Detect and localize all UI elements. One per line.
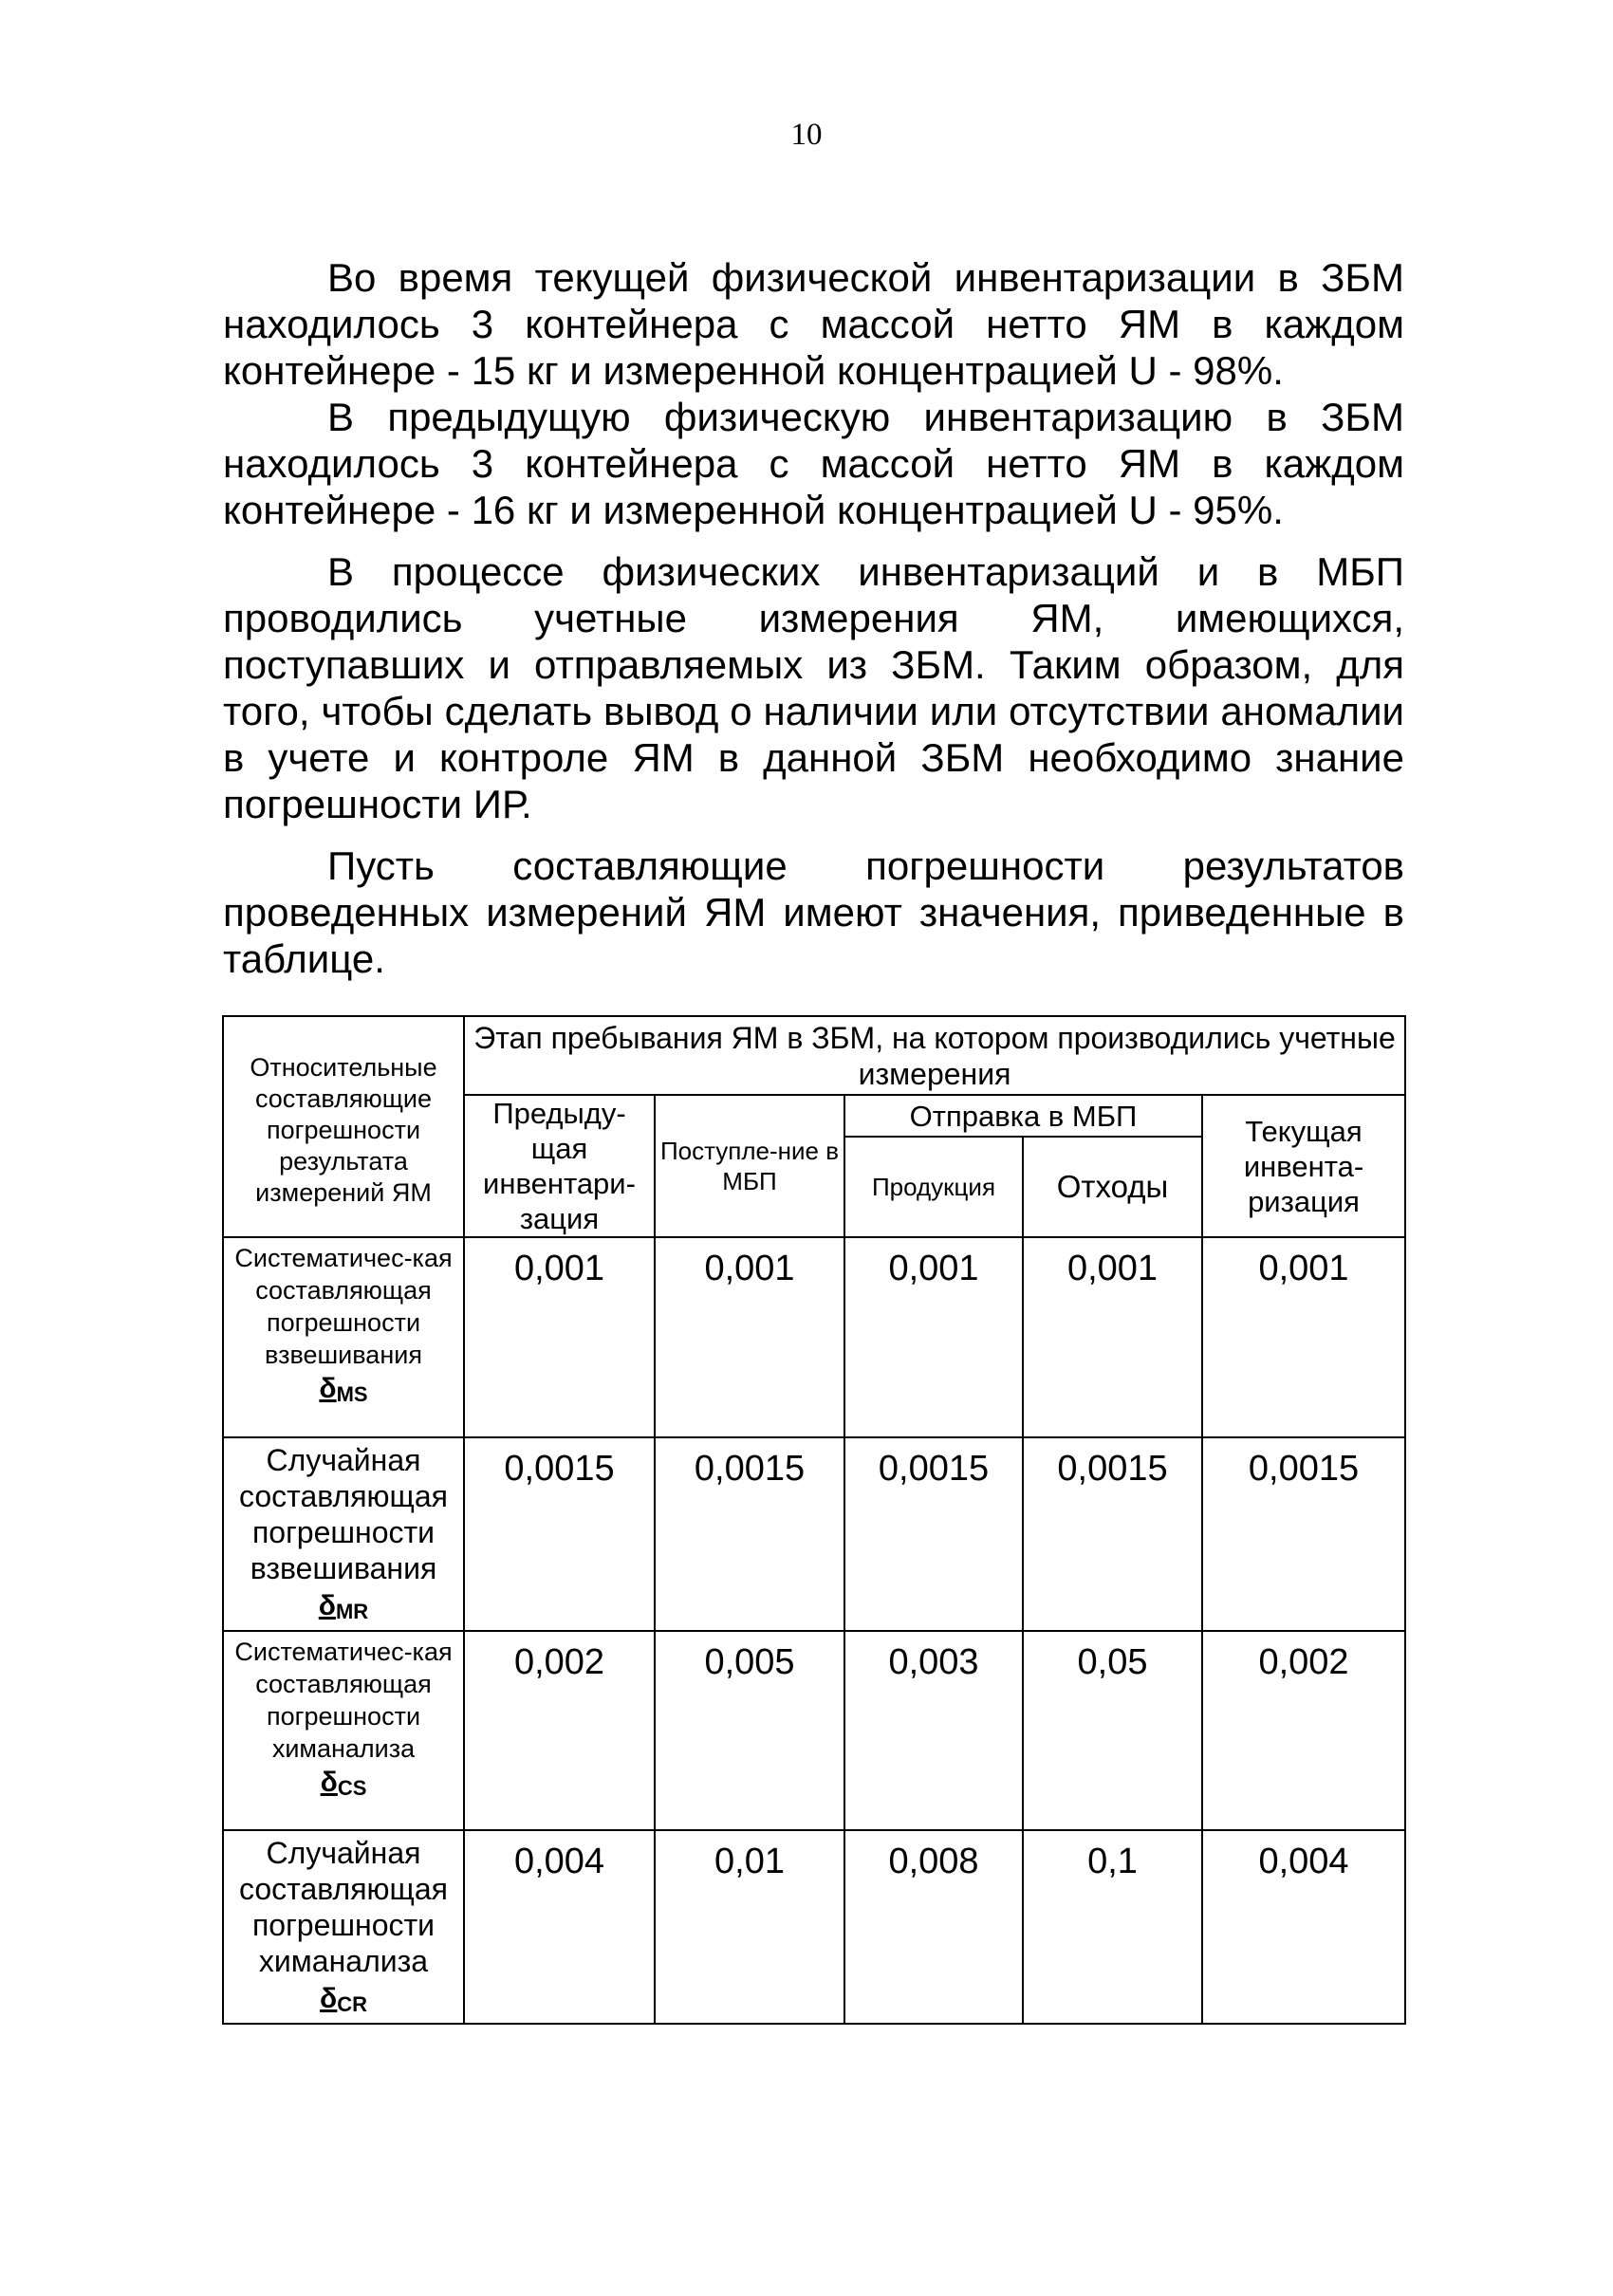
table-cell: 0,002 bbox=[1202, 1631, 1405, 1830]
table-cell: 0,01 bbox=[655, 1830, 844, 2024]
paragraph-previous-inventory: В предыдущую физическую инвентаризацию в ЗБМ находилось 3 контейнера с массой нетто ЯМ в каждом контейнере - 16 кг и измеренной концентрацией U - 95%. bbox=[223, 395, 1404, 532]
row-label-text: Случайная составляющая погрешности взвешивания bbox=[239, 1443, 448, 1585]
paragraph-table-intro: Пусть составляющие погрешности результатов проведенных измерений ЯМ имеют значения, приведенные в таблице. bbox=[223, 843, 1404, 981]
table-cell: 0,004 bbox=[464, 1830, 655, 2024]
table-cell: 0,0015 bbox=[1023, 1437, 1202, 1631]
row-label-text: Случайная составляющая погрешности химанализа bbox=[239, 1836, 448, 1978]
table-row bbox=[223, 1437, 1405, 1631]
stage-header: Этап пребывания ЯМ в ЗБМ, на котором производились учетные измерения bbox=[464, 1016, 1405, 1095]
col-header-current-inventory: Текущая инвента-ризация bbox=[1202, 1095, 1405, 1237]
row-label bbox=[223, 1437, 464, 1631]
error-components-table bbox=[222, 1015, 1406, 2025]
row-symbol: $\delta_{MS}$ bbox=[319, 1373, 368, 1406]
row-label-text: Систематичес-кая составляющая погрешности взвешивания bbox=[234, 1244, 453, 1369]
table-cell: 0,05 bbox=[1023, 1631, 1202, 1830]
col-header-waste: Отходы bbox=[1023, 1137, 1202, 1237]
corner-header: Относительные составляющие погрешности результата измерений ЯМ bbox=[223, 1016, 464, 1237]
table-cell: 0,005 bbox=[655, 1631, 844, 1830]
table-row bbox=[223, 1631, 1405, 1830]
table-cell: 0,1 bbox=[1023, 1830, 1202, 2024]
page-number: 10 bbox=[790, 118, 823, 152]
table-cell: 0,001 bbox=[1023, 1237, 1202, 1437]
table-cell: 0,001 bbox=[1202, 1237, 1405, 1437]
table-cell: 0,008 bbox=[844, 1830, 1023, 2024]
row-label bbox=[223, 1830, 464, 2024]
col-header-receipt: Поступле-ние в МБП bbox=[655, 1095, 844, 1237]
table-cell: 0,001 bbox=[464, 1237, 655, 1437]
col-header-shipment: Отправка в МБП bbox=[844, 1095, 1202, 1137]
row-symbol: $\delta_{CS}$ bbox=[320, 1767, 367, 1800]
table-cell: 0,0015 bbox=[655, 1437, 844, 1631]
table-cell: 0,0015 bbox=[464, 1437, 655, 1631]
row-symbol: $\delta_{CR}$ bbox=[320, 1983, 367, 2016]
table-cell: 0,001 bbox=[655, 1237, 844, 1437]
col-header-products: Продукция bbox=[844, 1137, 1023, 1237]
body-text bbox=[223, 254, 1404, 982]
row-label bbox=[223, 1237, 464, 1437]
table-cell: 0,002 bbox=[464, 1631, 655, 1830]
row-label-text: Систематичес-кая составляющая погрешности химанализа bbox=[234, 1638, 453, 1763]
row-symbol: $\delta_{MR}$ bbox=[318, 1590, 369, 1623]
table-cell: 0,004 bbox=[1202, 1830, 1405, 2024]
table-row bbox=[223, 1237, 1405, 1437]
table-cell: 0,003 bbox=[844, 1631, 1023, 1830]
col-header-previous-inventory: Предыду-щая инвентари-зация bbox=[464, 1095, 655, 1237]
paragraph-current-inventory: Во время текущей физической инвентаризации в ЗБМ находилось 3 контейнера с массой нетто ЯМ в каждом контейнере - 15 кг и измеренной концентрацией U - 98%. bbox=[223, 255, 1404, 393]
table-cell: 0,001 bbox=[844, 1237, 1023, 1437]
table-cell: 0,0015 bbox=[1202, 1437, 1405, 1631]
paragraph-measurements: В процессе физических инвентаризаций и в МБП проводились учетные измерения ЯМ, имеющихся, поступавших и отправляемых из ЗБМ. Таким образом, для того, чтобы сделать вывод о наличии или отсутствии аномалии в учете и контроле ЯМ в данной ЗБМ необходимо знание погрешности ИР. bbox=[223, 549, 1404, 826]
row-label bbox=[223, 1631, 464, 1830]
table-row bbox=[223, 1830, 1405, 2024]
table-cell: 0,0015 bbox=[844, 1437, 1023, 1631]
